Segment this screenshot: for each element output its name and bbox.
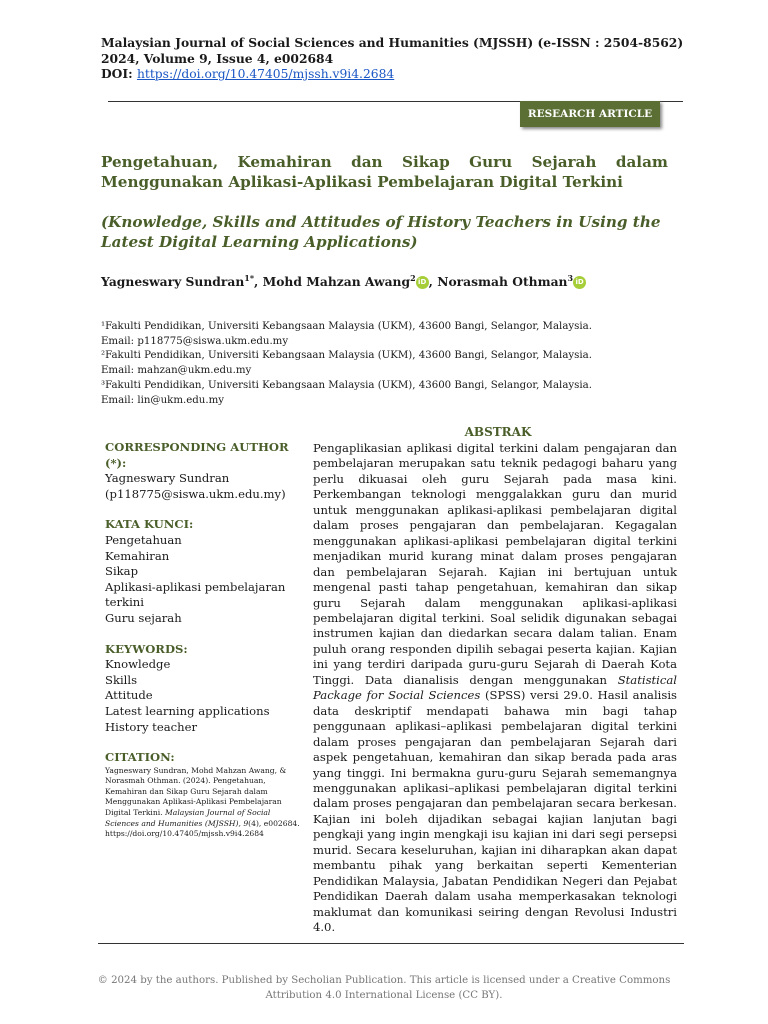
abstract-heading: ABSTRAK (464, 425, 532, 439)
abstract-italic-term: Statistical Package for Social Sciences (313, 672, 677, 703)
kata-kunci-item: Guru sejarah (105, 610, 182, 625)
keyword-item: Latest learning applications (105, 703, 270, 718)
abstract-text-part1: Pengaplikasian aplikasi digital terkini dalam pengajaran dan pembelajaran merupakan satu teknik pedagogi baharu yang perlu dikuasai oleh guru Sejarah pada masa kini. Perkembangan teknologi menggalakkan guru dan murid untuk menggunakan aplikasi-aplikasi pembelajaran digital dalam proses pengajaran dan pembelajaran. Kegagalan menggunakan aplikasi-aplikasi pembelajaran digital terkini menjadikan murid kurang minat dalam proses pengajaran dan pembelajaran Sejarah. Kajian ini bertujuan untuk mengenal pasti tahap pengetahuan, kemahiran dan sikap guru Sejarah dalam menggunakan aplikasi-aplikasi pembelajaran digital terkini. Soal selidik digunakan sebagai instrumen kajian dan diedarkan secara dalam talian. Enam puluh orang responden dipilih sebagai peserta kajian. Kajian ini yang terdiri daripada guru-guru Sejarah di Daerah Kota Tinggi. Data dianalisis dengan menggunakan (313, 441, 677, 687)
affiliation-line: ³Fakulti Pendidikan, Universiti Kebangsaan Malaysia (UKM), 43600 Bangi, Selangor, Malaysia. (101, 379, 592, 391)
affiliation-email: Email: p118775@siswa.ukm.edu.my (101, 335, 289, 347)
kata-kunci-item: Kemahiran (105, 548, 170, 563)
article-type-badge: RESEARCH ARTICLE (520, 101, 660, 127)
abstract-text-part2: (SPSS) versi 29.0. Hasil analisis data deskriptif mendapati bahawa min bagi tahap penggunaan aplikasi–aplikasi pembelajaran digital terkini dalam proses pengajaran dan pembelajaran Sejarah dari aspek pengetahuan, kemahiran dan sikap berada pada aras yang tinggi. Ini bermakna guru-guru Sejarah sememangnya menggunakan aplikasi–aplikasi pembelajaran digital terkini dalam proses pengajaran dan pembelajaran secara berkesan. Kajian ini boleh dijadikan sebagai kajian lanjutan bagi pengkaji yang ingin mengkaji isu kajian ini dari segi persepsi murid. Secara keseluruhan, kajian ini diharapkan akan dapat membantu pihak yang berkaitan seperti Kementerian Pendidikan Malaysia, Jabatan Pendidikan Negeri dan Pejabat Pendidikan Daerah dalam usaha memperkasakan teknologi maklumat dan komunikasi seiring dengan Revolusi Industri 4.0. (313, 688, 677, 935)
keyword-item: Knowledge (105, 657, 171, 672)
kata-kunci-heading: KATA KUNCI: (105, 517, 194, 532)
affiliation-line: ²Fakulti Pendidikan, Universiti Kebangsaan Malaysia (UKM), 43600 Bangi, Selangor, Malaysia. (101, 350, 592, 362)
title-malay: Pengetahuan, Kemahiran dan Sikap Guru Sejarah dalam Menggunakan Aplikasi-Aplikasi Pembelajaran Digital Terkini (101, 153, 668, 191)
affiliation-email: Email: mahzan@ukm.edu.my (101, 365, 252, 377)
kata-kunci-item: Pengetahuan (105, 532, 182, 547)
author-name: Mohd Mahzan Awang (262, 274, 411, 290)
kata-kunci-item: Sikap (105, 564, 139, 579)
corresponding-heading: CORRESPONDING AUTHOR (*): (105, 440, 289, 470)
author-name: Norasmah Othman (437, 274, 568, 290)
sidebar-meta (105, 440, 305, 840)
affiliation-email: Email: lin@ukm.edu.my (101, 394, 225, 406)
volume-issue: 2024, Volume 9, Issue 4, e002684 (101, 50, 334, 66)
citation-doi: https://doi.org/10.47405/mjssh.v9i4.2684 (105, 829, 264, 839)
citation-body: Yagneswary Sundran, Mohd Mahzan Awang, & Norasmah Othman. (2024). Pengetahuan, Kemahiran dan Sikap Guru Sejarah dalam Menggunakan Aplikasi-Aplikasi Pembelajaran Digital Terkini. (105, 765, 287, 818)
orcid-icon[interactable]: iD (416, 276, 429, 289)
keyword-item: Attitude (105, 688, 153, 703)
citation-issue: (4), e002684. (248, 818, 300, 828)
citation-text (105, 766, 305, 840)
citation-journal: Malaysian Journal of Social Sciences and Humanities (MJSSH), 9 (105, 808, 271, 828)
affiliations (101, 320, 681, 408)
footer-rule (98, 943, 684, 944)
doi-label: DOI: (101, 66, 133, 81)
affiliation-line: ¹Fakulti Pendidikan, Universiti Kebangsaan Malaysia (UKM), 43600 Bangi, Selangor, Malaysia. (101, 321, 592, 332)
abstract-body (313, 441, 677, 936)
corresponding-name: Yagneswary Sundran (105, 471, 230, 486)
keyword-item: Skills (105, 672, 138, 687)
citation-heading: CITATION: (105, 750, 175, 765)
author-sup: 1* (244, 273, 255, 283)
corresponding-email: (p118775@siswa.ukm.edu.my) (105, 486, 286, 501)
orcid-icon[interactable]: iD (573, 276, 586, 289)
journal-header (101, 35, 701, 83)
doi-line (101, 66, 701, 83)
journal-name: Malaysian Journal of Social Sciences and Humanities (MJSSH) (e-ISSN : 2504-8562) (101, 35, 684, 50)
kata-kunci-item: Aplikasi-aplikasi pembelajaran terkini (105, 579, 286, 610)
author-sup: 3 (567, 273, 574, 283)
keyword-item: History teacher (105, 719, 197, 734)
author-name: Yagneswary Sundran (101, 274, 245, 290)
author-sup: 2 (410, 273, 416, 283)
title-english: (Knowledge, Skills and Attitudes of History Teachers in Using the Latest Digital Learning Applications) (101, 213, 661, 251)
author-list: Yagneswary Sundran$^{1*}$, Mohd Mahzan Awang$^2$ iD , Norasmah Othman$^3$ iD (101, 269, 586, 291)
doi-link[interactable]: https://doi.org/10.47405/mjssh.v9i4.2684 (136, 67, 395, 81)
license-footer: © 2024 by the authors. Published by Secholian Publication. This article is licensed under a Creative Commons Attribution 4.0 International License (CC BY). (97, 975, 671, 1001)
keywords-heading: KEYWORDS: (105, 641, 188, 656)
